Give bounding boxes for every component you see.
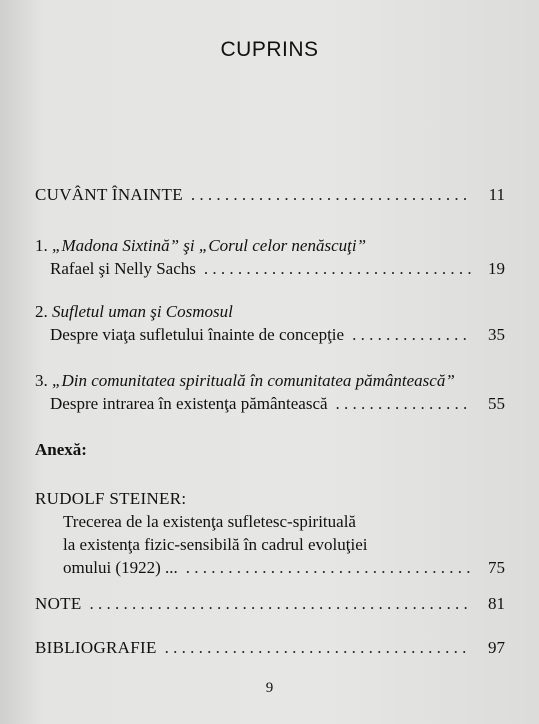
toc-entry-notes[interactable] [35,592,505,615]
toc-page-number: 35 [488,325,505,344]
chapter-subtitle: Despre viaţa sufletului înainte de concepţie [50,325,345,344]
chapter-number: 2. [35,302,48,321]
toc-entry-chapter-2[interactable] [35,300,505,346]
dot-leader [186,556,471,579]
toc-entry-label: BIBLIOGRAFIE [35,638,157,657]
toc-entry-chapter-1[interactable] [35,234,505,280]
dot-leader [204,257,471,280]
chapter-title: „Madona Sixtină” şi „Corul celor nenăscuţi” [52,236,367,255]
dot-leader [352,323,471,346]
essay-title-line-2: la existenţa fizic-sensibilă în cadrul evoluţiei [63,535,368,554]
chapter-title: „Din comunitatea spirituală în comunitatea pământească” [52,371,455,390]
dot-leader [191,183,471,206]
toc-entry-bibliography[interactable] [35,636,505,659]
toc-page-number: 97 [488,638,505,657]
page-number-footer: 9 [265,680,274,696]
chapter-subtitle: Despre intrarea în existenţa pământească [50,394,328,413]
toc-page-number: 19 [488,259,505,278]
essay-title-line-3: omului (1922) ... [63,558,178,577]
page-title: CUPRINS [220,38,319,61]
chapter-title: Sufletul uman şi Cosmosul [52,302,233,321]
toc-entry-label: NOTE [35,594,82,613]
chapter-number: 1. [35,236,48,255]
toc-entry-intro[interactable] [35,183,505,206]
annex-heading: Anexă: [35,440,87,459]
toc-entry-chapter-3[interactable] [35,369,505,415]
author-name: RUDOLF STEINER: [35,489,187,508]
dot-leader [90,592,471,615]
toc-page-number: 55 [488,394,505,413]
toc-page-number: 75 [488,558,505,577]
essay-title-line-1: Trecerea de la existenţa sufletesc-spirituală [63,512,356,531]
toc-page-number: 11 [488,185,505,204]
toc-entry-steiner[interactable] [35,487,505,579]
chapter-subtitle: Rafael şi Nelly Sachs [50,259,196,278]
dot-leader [336,392,471,415]
dot-leader [165,636,471,659]
chapter-number: 3. [35,371,48,390]
toc-entry-label: CUVÂNT ÎNAINTE [35,185,183,204]
toc-page-number: 81 [488,594,505,613]
